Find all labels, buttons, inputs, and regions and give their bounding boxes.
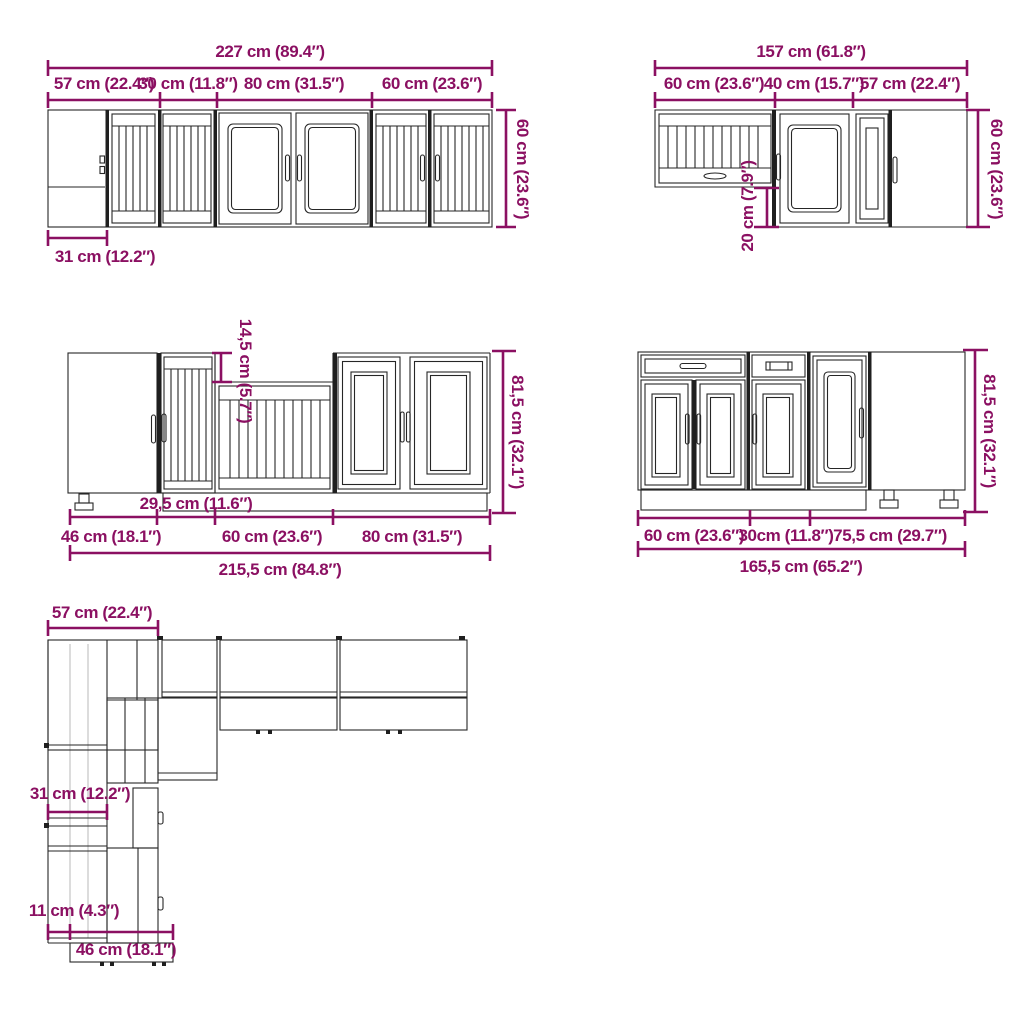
dim-plan-mid-depth: 31 cm (12.2″) bbox=[29, 784, 131, 803]
dim-base-left-corner: 29,5 cm (11.6″) bbox=[139, 494, 253, 513]
dim-wall-left-w4: 60 cm (23.6″) bbox=[381, 74, 483, 93]
dim-base-left-w3: 80 cm (31.5″) bbox=[361, 527, 463, 546]
base-run-left-drawing bbox=[68, 353, 490, 511]
dim-wall-left-total: 227 cm (89.4″) bbox=[215, 42, 325, 61]
dim-base-left-w1: 46 cm (18.1″) bbox=[60, 527, 162, 546]
dim-wall-left-corner: 31 cm (12.2″) bbox=[54, 247, 156, 266]
wall-run-left-drawing bbox=[48, 110, 492, 227]
dim-base-left-w2: 60 cm (23.6″) bbox=[221, 527, 323, 546]
dim-wall-left-height: 60 cm (23.6″) bbox=[513, 118, 532, 220]
base-run-right-drawing bbox=[638, 352, 965, 510]
dim-base-right-height: 81,5 cm (32.1″) bbox=[980, 374, 999, 488]
floor-plan-dimension-lines bbox=[48, 620, 173, 940]
dim-wall-right-w2: 40 cm (15.7″) bbox=[763, 74, 865, 93]
wall-run-right-drawing bbox=[655, 110, 967, 227]
dim-base-left-total: 215,5 cm (84.8″) bbox=[218, 560, 342, 579]
dim-wall-right-total: 157 cm (61.8″) bbox=[756, 42, 866, 61]
dim-wall-right-height: 60 cm (23.6″) bbox=[987, 118, 1006, 220]
dim-wall-left-w2: 30 cm (11.8″) bbox=[138, 74, 238, 93]
dim-wall-left-w3: 80 cm (31.5″) bbox=[243, 74, 345, 93]
dim-base-right-w3: 75,5 cm (29.7″) bbox=[833, 526, 947, 545]
dim-wall-right-drop: 20 cm (7.9″) bbox=[738, 160, 757, 252]
dim-base-right-total: 165,5 cm (65.2″) bbox=[739, 557, 863, 576]
dim-base-right-w2: 30cm (11.8″) bbox=[738, 526, 834, 545]
dim-wall-right-w1: 60 cm (23.6″) bbox=[663, 74, 765, 93]
dim-base-left-recess: 14,5 cm (5.7″) bbox=[236, 318, 255, 424]
dim-plan-offset: 11 cm (4.3″) bbox=[28, 901, 120, 920]
dim-base-right-w1: 60 cm (23.6″) bbox=[643, 526, 745, 545]
dim-plan-top-depth: 57 cm (22.4″) bbox=[51, 603, 153, 622]
dim-base-left-height: 81,5 cm (32.1″) bbox=[508, 375, 527, 489]
dim-wall-right-w3: 57 cm (22.4″) bbox=[859, 74, 961, 93]
dim-wall-left-w1: 57 cm (22.4″) bbox=[53, 74, 155, 93]
dim-plan-bottom-depth: 46 cm (18.1″) bbox=[75, 940, 177, 959]
